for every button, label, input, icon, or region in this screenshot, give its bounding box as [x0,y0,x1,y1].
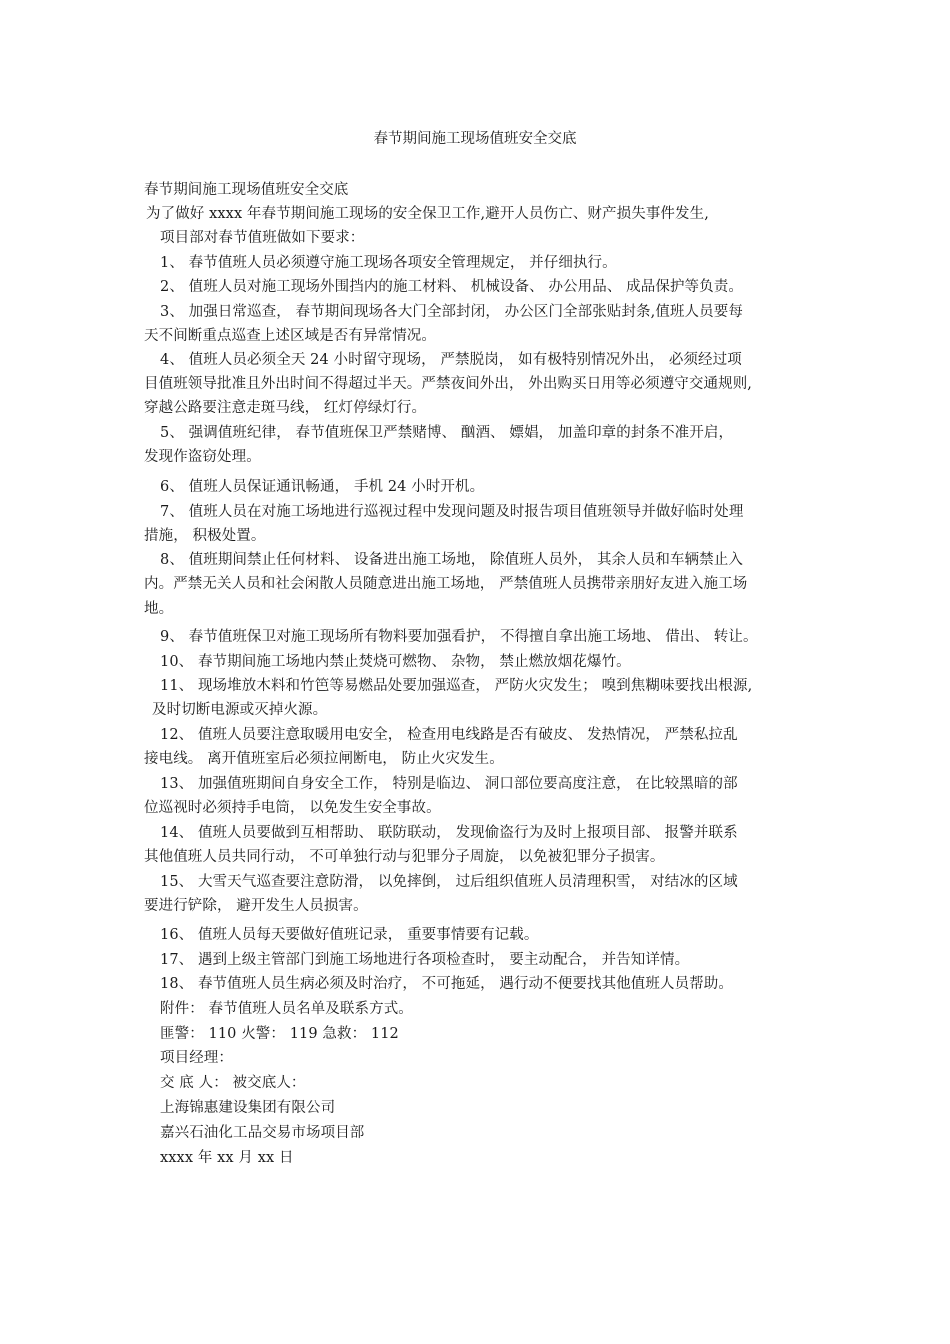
body-line: 2、 值班人员对施工现场外围挡内的施工材料、 机械设备、 办公用品、 成品保护等负责。 [160,279,743,295]
body-line: 位巡视时必须持手电筒， 以免发生安全事故。 [144,800,441,816]
body-line: 春节期间施工现场值班安全交底 [144,182,349,198]
body-line: 交 底 人： 被交底人： [160,1075,306,1091]
body-line: 15、 大雪天气巡查要注意防滑， 以免摔倒， 过后组织值班人员清理积雪， 对结冰的区域 [160,874,738,890]
body-line: 5、 强调值班纪律， 春节值班保卫严禁赌博、 酗酒、 嫖娼， 加盖印章的封条不准开启， [160,425,734,441]
body-line: 12、 值班人员要注意取暖用电安全， 检查用电线路是否有破皮、 发热情况， 严禁私拉乱 [160,727,738,743]
body-line: 项目经理： [160,1050,233,1066]
body-line: 1、 春节值班人员必须遵守施工现场各项安全管理规定， 并仔细执行。 [160,255,617,271]
body-line: 要进行铲除， 避开发生人员损害。 [144,898,368,914]
body-line: 11、 现场堆放木料和竹笆等易燃品处要加强巡查， 严防火灾发生； 嗅到焦糊味要找出根源, [160,678,753,694]
body-line: 17、 遇到上级主管部门到施工场地进行各项检查时， 要主动配合， 并告知详情。 [160,952,690,968]
body-line: 上海锦惠建设集团有限公司 [160,1100,336,1116]
body-line: 项目部对春节值班做如下要求： [160,230,365,246]
body-line: 嘉兴石油化工品交易市场项目部 [160,1125,365,1141]
body-line: 附件： 春节值班人员名单及联系方式。 [160,1001,413,1017]
body-line: 发现作盗窃处理。 [144,449,261,465]
body-line: 穿越公路要注意走斑马线， 红灯停绿灯行。 [144,400,427,416]
body-line: 其他值班人员共同行动， 不可单独行动与犯罪分子周旋， 以免被犯罪分子损害。 [144,849,665,865]
body-line: 14、 值班人员要做到互相帮助、 联防联动， 发现偷盗行为及时上报项目部、 报警并联系 [160,825,738,841]
document-title: 春节期间施工现场值班安全交底 [373,131,577,147]
body-line: 措施， 积极处置。 [144,528,266,544]
body-line: 匪警： 110 火警： 119 急救： 112 [160,1026,399,1042]
body-line: 内。严禁无关人员和社会闲散人员随意进出施工场地， 严禁值班人员携带亲朋好友进入施工场 [144,576,748,592]
body-line: 接电线。 离开值班室后必须拉闸断电， 防止火灾发生。 [144,751,504,767]
body-line: 4、 值班人员必须全天 24 小时留守现场， 严禁脱岗， 如有极特别情况外出， 必须经过项 [160,352,742,368]
body-line: 天不间断重点巡查上述区域是否有异常情况。 [144,328,436,344]
body-line: 10、 春节期间施工场地内禁止焚烧可燃物、 杂物， 禁止燃放烟花爆竹。 [160,654,631,670]
body-line: 为了做好 xxxx 年春节期间施工现场的安全保卫工作,避开人员伤亡、财产损失事件发生, [146,206,709,222]
body-line: 16、 值班人员每天要做好值班记录， 重要事情要有记载。 [160,927,539,943]
body-line: xxxx 年 xx 月 xx 日 [160,1150,294,1166]
body-line: 及时切断电源或灭掉火源。 [152,702,328,718]
body-line: 9、 春节值班保卫对施工现场所有物料要加强看护， 不得擅自拿出施工场地、 借出、 转让。 [160,629,758,645]
body-line: 目值班领导批准且外出时间不得超过半天。严禁夜间外出， 外出购买日用等必须遵守交通规则, [144,376,753,392]
body-line: 7、 值班人员在对施工场地进行巡视过程中发现问题及时报告项目值班领导并做好临时处理 [160,504,744,520]
body-line: 3、 加强日常巡查， 春节期间现场各大门全部封闭， 办公区门全部张贴封条,值班人员要每 [160,304,743,320]
body-line: 13、 加强值班期间自身安全工作， 特别是临边、 洞口部位要高度注意， 在比较黑暗的部 [160,776,738,792]
body-line: 8、 值班期间禁止任何材料、 设备进出施工场地， 除值班人员外， 其余人员和车辆禁止入 [160,552,743,568]
body-line: 6、 值班人员保证通讯畅通， 手机 24 小时开机。 [160,479,485,495]
body-line: 18、 春节值班人员生病必须及时治疗， 不可拖延， 遇行动不便要找其他值班人员帮助。 [160,976,733,992]
body-line: 地。 [144,601,174,617]
